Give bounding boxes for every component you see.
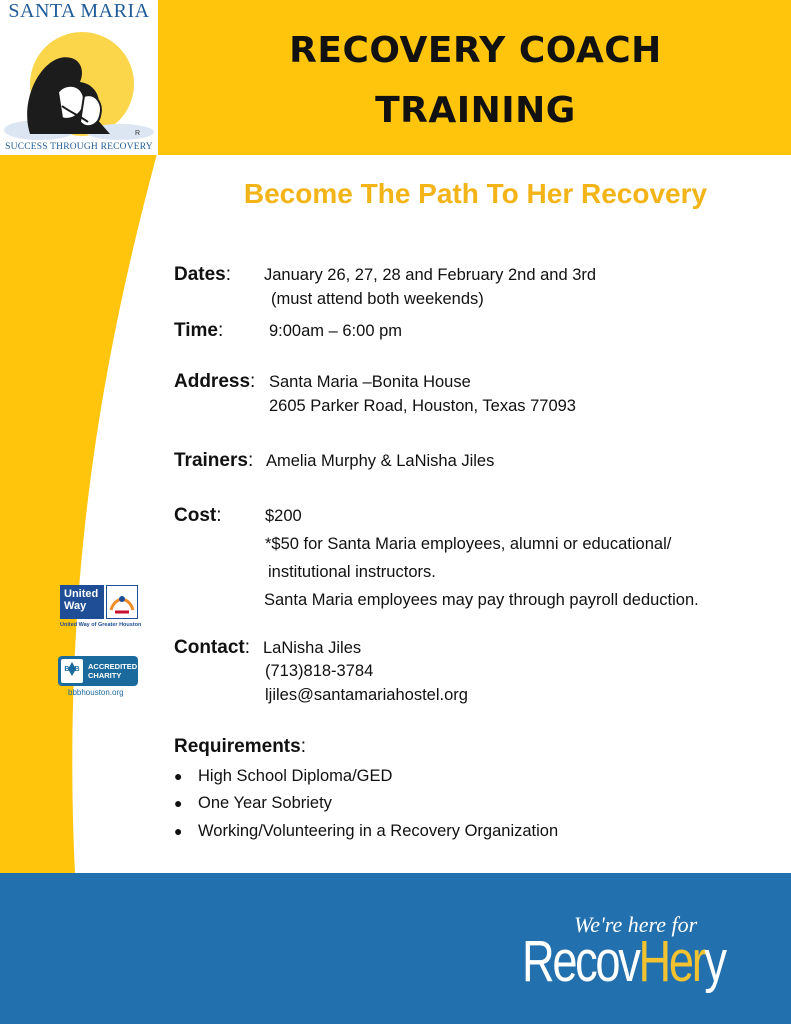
- address-line-2: 2605 Parker Road, Houston, Texas 77093: [269, 397, 576, 415]
- requirements-label: Requirements:: [174, 736, 306, 757]
- cost-line-2: *$50 for Santa Maria employees, alumni or educational/: [265, 535, 672, 553]
- list-item: ● Working/Volunteering in a Recovery Organization: [174, 822, 559, 840]
- slogan-small: We're here for: [574, 912, 698, 937]
- united-way-hand-icon: [106, 585, 138, 619]
- registered-mark: R: [135, 130, 141, 137]
- bbb-url: bbbhouston.org: [68, 688, 124, 697]
- logo-tagline: SUCCESS THROUGH RECOVERY: [5, 142, 153, 152]
- slogan-recovhery: RecovHery: [522, 929, 725, 994]
- united-way-wordmark: United Way: [60, 585, 104, 619]
- trainers-value: Amelia Murphy & LaNisha Jiles: [266, 452, 495, 470]
- dates-line-1: January 26, 27, 28 and February 2nd and 3rd: [264, 266, 597, 284]
- dates-label: Dates:: [174, 264, 232, 285]
- cost-line-3: institutional instructors.: [268, 563, 436, 581]
- cost-label: Cost:: [174, 505, 222, 526]
- address-line-1: Santa Maria –Bonita House: [269, 373, 471, 391]
- subtitle: Become The Path To Her Recovery: [243, 178, 708, 209]
- contact-name: LaNisha Jiles: [263, 639, 362, 657]
- trainers-label: Trainers:: [174, 450, 254, 471]
- cost-line-1: $200: [265, 507, 302, 525]
- address-label: Address:: [174, 371, 256, 392]
- bbb-torch-icon: BBB: [61, 659, 83, 683]
- time-value: 9:00am – 6:00 pm: [269, 322, 402, 340]
- bbb-badge: [58, 656, 138, 686]
- contact-email[interactable]: ljiles@santamariahostel.org: [265, 686, 468, 704]
- contact-label: Contact:: [174, 637, 251, 658]
- bbb-accredited-text: ACCREDITED CHARITY: [88, 662, 138, 680]
- mother-child-logo-icon: [0, 22, 158, 142]
- logo-block: [0, 0, 158, 155]
- time-label: Time:: [174, 320, 224, 341]
- title-line-2: TRAINING: [375, 90, 576, 131]
- contact-phone: (713)818-3784: [265, 662, 374, 680]
- united-way-caption: United Way of Greater Houston: [60, 622, 142, 628]
- list-item: ● One Year Sobriety: [174, 794, 332, 812]
- united-way-badge: [60, 585, 138, 623]
- logo-name: SANTA MARIA: [8, 0, 150, 22]
- dates-line-2: (must attend both weekends): [271, 290, 484, 308]
- title-line-1: RECOVERY COACH: [289, 30, 662, 71]
- cost-line-4: Santa Maria employees may pay through payroll deduction.: [264, 591, 699, 609]
- list-item: ● High School Diploma/GED: [174, 767, 393, 785]
